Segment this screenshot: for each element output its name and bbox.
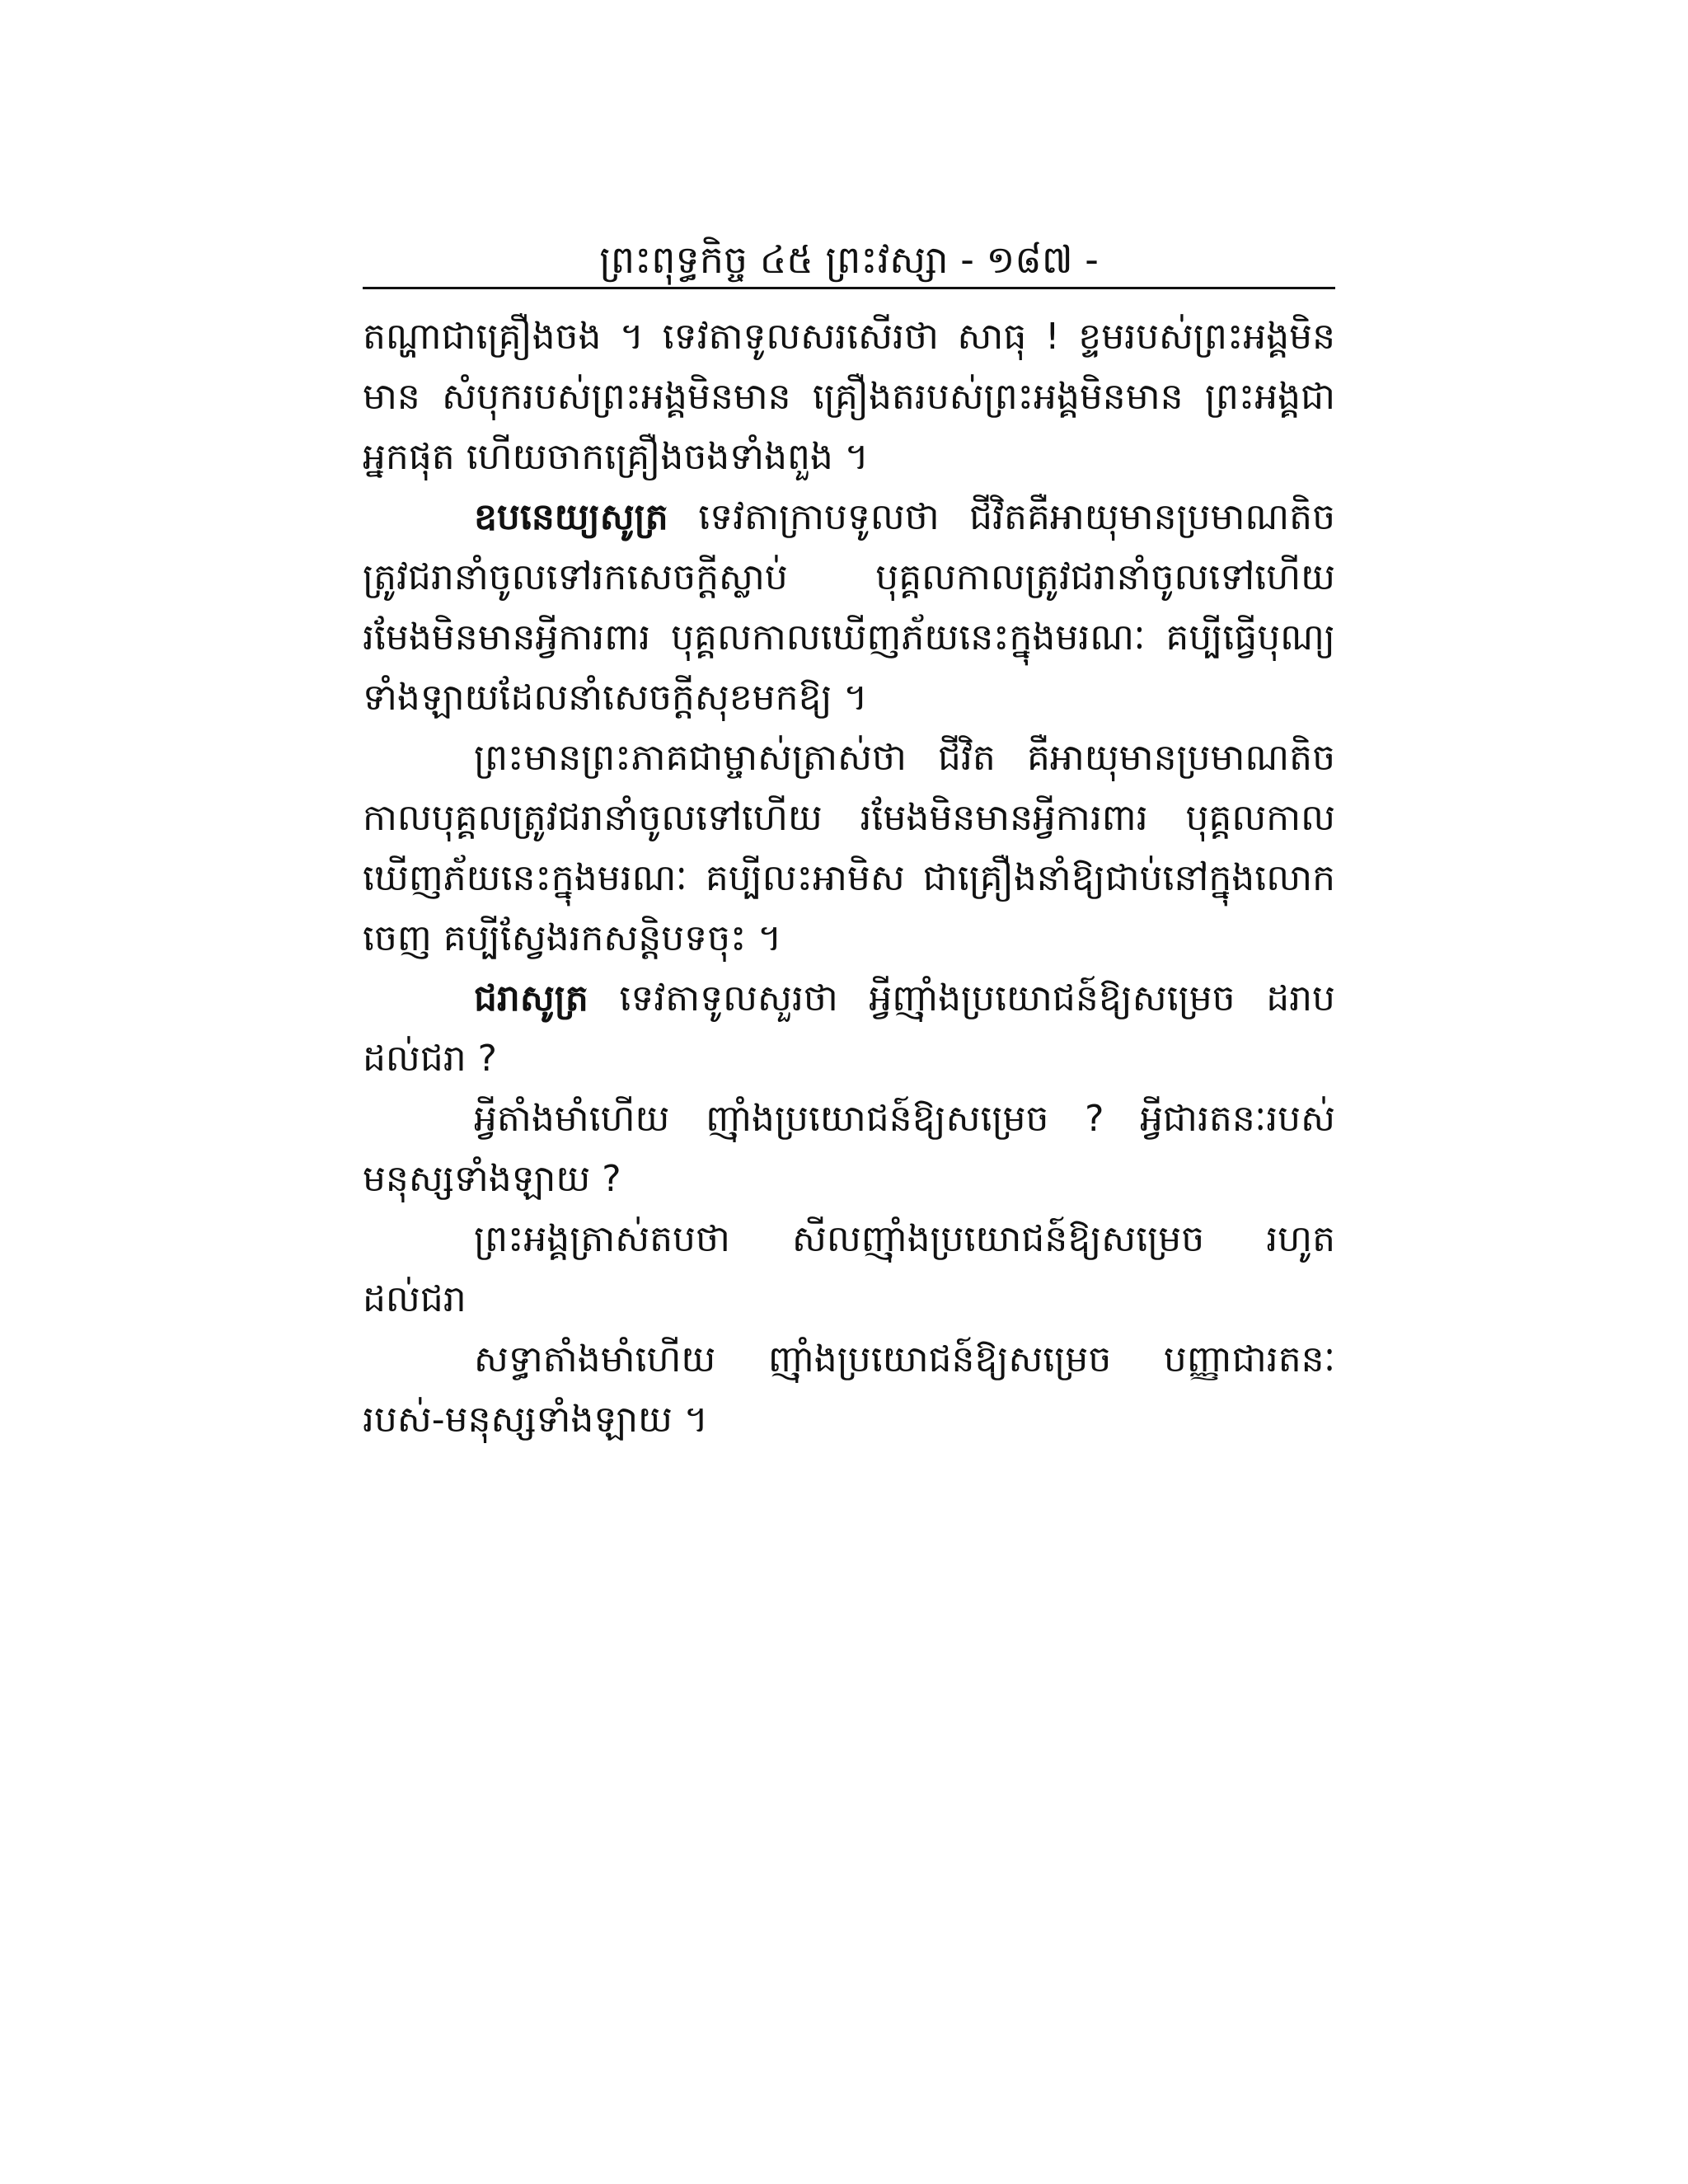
page-header: ព្រះពុទ្ធកិច្ច ៤៥ ព្រះវស្សា - ១៨៧ -	[599, 237, 1099, 282]
paragraph-1-text: តណ្ហាជាគ្រឿងចង ។ ទេវតាទូលសរសើរថា សាធុ ! ខ្ទមរបស់ព្រះអង្គមិនមាន សំបុករបស់ព្រះអង្គមិនមាន គ្រឿងតរបស់ព្រះអង្គមិនមាន ព្រះអង្គជាអ្នកផុត ហើយចាកគ្រឿងចងទាំងពួង ។	[363, 316, 1335, 478]
header-divider	[363, 287, 1335, 289]
sutta-title-upaneyya: ឧបនេយ្យសូត្រ	[474, 496, 668, 538]
paragraph-3	[363, 728, 1335, 968]
paragraph-6	[363, 1209, 1335, 1329]
body-text	[363, 307, 1335, 1450]
paragraph-6-text: ព្រះអង្គត្រាស់តបថា សីលញ៉ាំងប្រយោជន៍ឱ្យសម្រេច រហូតដល់ជរា	[363, 1218, 1335, 1320]
paragraph-4-text: ទេវតាទូលសួរថា អ្វីញ៉ាំងប្រយោជន៍ឱ្យសម្រេច ដរាបដល់ជរា ?	[363, 977, 1335, 1080]
paragraph-2-text: ទេវតាក្រាបទូលថា ជីវិតគឺអាយុមានប្រមាណតិច ត្រូវជរានាំចូលទៅរកសេចក្ដីស្លាប់ បុគ្គលកាលត្រូវជរានាំចូលទៅហើយ រមែងមិនមានអ្វីការពារ បុគ្គលកាលឃើញភ័យនេះក្នុងមរណៈ គប្បីធ្វើបុណ្យទាំងឡាយដែលនាំសេចក្ដីសុខមកឱ្យ ។	[363, 496, 1335, 719]
paragraph-7-text: សទ្ធាតាំងមាំហើយ ញ៉ាំងប្រយោជន៍ឱ្យសម្រេច បញ្ញាជារតនៈរបស់-មនុស្សទាំងឡាយ ។	[363, 1338, 1335, 1441]
paragraph-2	[363, 487, 1335, 728]
paragraph-3-text: ព្រះមានព្រះភាគជាម្ចាស់ត្រាស់ថា ជីវិត គឺអាយុមានប្រមាណតិច កាលបុគ្គលត្រូវជរានាំចូលទៅហើយ រមែងមិនមានអ្វីការពារ បុគ្គលកាលឃើញភ័យនេះក្នុងមរណៈ គប្បីលះអាមិស ជាគ្រឿងនាំឱ្យជាប់នៅក្នុងលោកចេញ គប្បីស្វែងរកសន្តិបទចុះ ។	[363, 737, 1335, 959]
paragraph-5-text: អ្វីតាំងមាំហើយ ញ៉ាំងប្រយោជន៍ឱ្យសម្រេច ? អ្វីជារតនៈរបស់មនុស្សទាំងឡាយ ?	[363, 1098, 1335, 1200]
paragraph-5	[363, 1089, 1335, 1209]
paragraph-7	[363, 1329, 1335, 1450]
sutta-title-jara: ជរាសូត្រ	[474, 977, 588, 1019]
paragraph-4	[363, 968, 1335, 1089]
paragraph-1	[363, 307, 1335, 487]
